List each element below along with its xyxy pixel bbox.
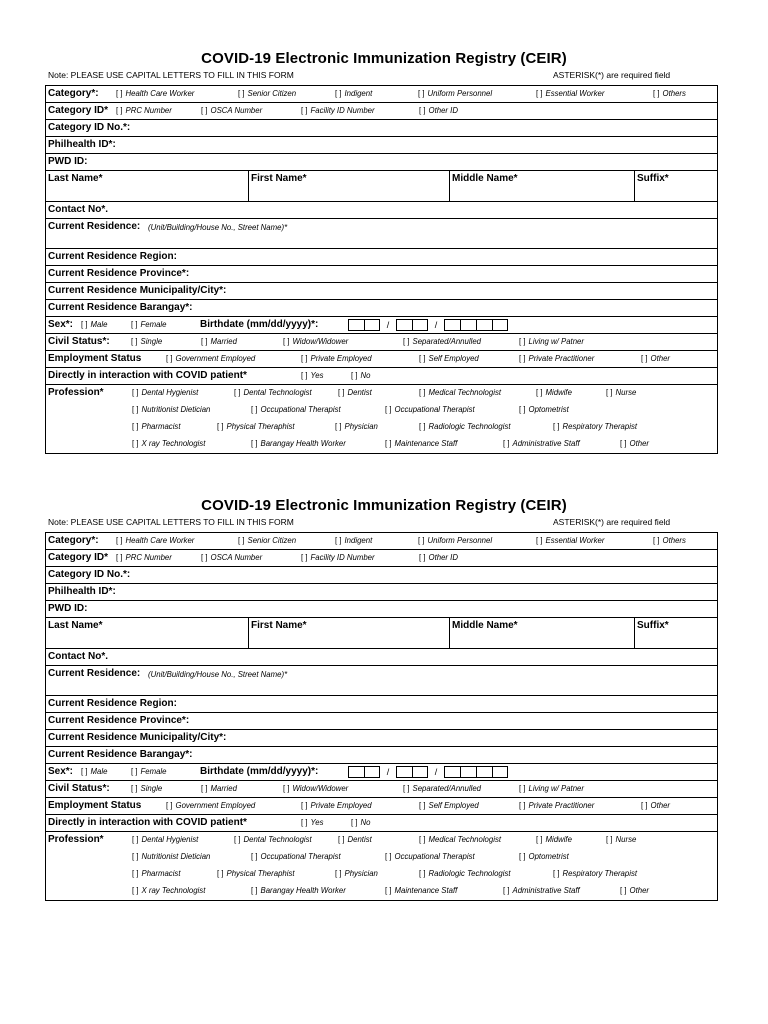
profession-option[interactable]: [ ] Optometrist (519, 405, 569, 414)
category-option-senior-citizen[interactable]: [ ] Senior Citizen (238, 536, 297, 545)
category-id-option-facility[interactable]: [ ] Facility ID Number (301, 553, 375, 562)
residence-region-field[interactable] (46, 696, 717, 713)
sex-label: Sex*: (48, 319, 74, 330)
category-option-health-care-worker[interactable]: [ ] Health Care Worker (116, 89, 195, 98)
category-option-indigent[interactable]: [ ] Indigent (335, 89, 373, 98)
registry-table (45, 532, 718, 901)
category-id-no-field[interactable] (46, 567, 717, 584)
employment-option-other[interactable]: [ ] Other (641, 801, 670, 810)
residence-city-field[interactable] (46, 283, 717, 300)
suffix-label: Suffix* (637, 173, 669, 184)
current-residence-hint: (Unit/Building/House No., Street Name)* (148, 223, 288, 232)
form-title: COVID-19 Electronic Immunization Registry (CEIR) (201, 50, 567, 67)
required-field-note: ASTERISK(*) are required field (553, 70, 671, 80)
first-name-field[interactable] (248, 171, 449, 201)
profession-option[interactable]: [ ] Occupational Therapist (385, 405, 475, 414)
profession-option[interactable]: [ ] Maintenance Staff (385, 439, 458, 448)
civil-status-label: Civil Status*: (48, 336, 110, 347)
category-option-others[interactable]: [ ] Others (653, 536, 686, 545)
birthdate-month-digit-2[interactable] (364, 319, 380, 331)
civil-status-row (46, 334, 717, 351)
category-option-senior-citizen[interactable]: [ ] Senior Citizen (238, 89, 297, 98)
profession-option[interactable]: [ ] Nutritionist Dietician (132, 852, 211, 861)
capital-letters-note: Note: PLEASE USE CAPITAL LETTERS TO FILL IN THIS FORM (48, 517, 294, 527)
civil-status-option-living-with-partner[interactable]: [ ] Living w/ Patner (519, 784, 584, 793)
last-name-label: Last Name* (48, 620, 103, 631)
birthdate-month-digit-1[interactable] (348, 319, 364, 331)
sex-option-female[interactable]: [ ] Female (131, 320, 167, 329)
birthdate-year-digit-1[interactable] (444, 766, 460, 778)
date-separator: / (434, 320, 438, 330)
date-separator: / (386, 767, 390, 777)
residence-region-field[interactable] (46, 249, 717, 266)
profession-option[interactable]: [ ] Occupational Therapist (251, 852, 341, 861)
residence-city-field[interactable] (46, 730, 717, 747)
middle-name-field[interactable] (449, 171, 634, 201)
birthdate-input[interactable] (348, 319, 508, 331)
category-id-option-facility[interactable]: [ ] Facility ID Number (301, 106, 375, 115)
category-id-no-label: Category ID No.*: (48, 569, 131, 580)
birthdate-year-digit-2[interactable] (460, 319, 476, 331)
profession-option[interactable]: [ ] Dental Hygienist (132, 388, 199, 397)
sex-label: Sex*: (48, 766, 74, 777)
profession-option[interactable]: [ ] Dental Hygienist (132, 835, 199, 844)
birthdate-day-digit-2[interactable] (412, 766, 428, 778)
profession-option[interactable]: [ ] Medical Technologist (419, 388, 502, 397)
employment-option-self[interactable]: [ ] Self Employed (419, 801, 479, 810)
current-residence-label: Current Residence: (48, 221, 141, 232)
category-id-option-osca[interactable]: [ ] OSCA Number (201, 106, 263, 115)
category-id-label: Category ID* (48, 552, 109, 563)
covid-interaction-option-yes[interactable]: [ ] Yes (301, 371, 324, 380)
profession-option[interactable]: [ ] Barangay Health Worker (251, 886, 346, 895)
profession-options-row-1 (46, 832, 717, 849)
profession-options-row-3 (46, 866, 717, 883)
category-id-option-prc[interactable]: [ ] PRC Number (116, 553, 172, 562)
profession-row (46, 832, 717, 900)
contact-no-label: Contact No*. (48, 204, 108, 215)
last-name-field[interactable] (46, 171, 248, 201)
birthdate-label: Birthdate (mm/dd/yyyy)*: (200, 319, 319, 330)
sex-option-female[interactable]: [ ] Female (131, 767, 167, 776)
name-row (46, 171, 717, 202)
contact-no-field[interactable] (46, 649, 717, 666)
middle-name-label: Middle Name* (452, 620, 518, 631)
profession-option[interactable]: [ ] Dentist (338, 835, 372, 844)
last-name-field[interactable] (46, 618, 248, 648)
covid-interaction-row (46, 368, 717, 385)
category-option-health-care-worker[interactable]: [ ] Health Care Worker (116, 536, 195, 545)
residence-barangay-field[interactable] (46, 300, 717, 317)
profession-option[interactable]: [ ] Medical Technologist (419, 835, 502, 844)
pwd-id-field[interactable] (46, 601, 717, 618)
first-name-label: First Name* (251, 173, 307, 184)
profession-option[interactable]: [ ] Nurse (606, 835, 637, 844)
category-option-others[interactable]: [ ] Others (653, 89, 686, 98)
category-label: Category*: (48, 535, 99, 546)
sex-option-male[interactable]: [ ] Male (81, 767, 108, 776)
covid-interaction-label: Directly in interaction with COVID patient* (48, 817, 247, 828)
date-separator: / (386, 320, 390, 330)
category-label: Category*: (48, 88, 99, 99)
civil-status-row (46, 781, 717, 798)
birthdate-year-digit-2[interactable] (460, 766, 476, 778)
category-row (46, 533, 717, 550)
profession-option[interactable]: [ ] Administrative Staff (503, 886, 580, 895)
profession-option[interactable]: [ ] Other (620, 886, 649, 895)
profession-option[interactable]: [ ] Physician (335, 422, 378, 431)
last-name-label: Last Name* (48, 173, 103, 184)
date-separator: / (434, 767, 438, 777)
civil-status-option-single[interactable]: [ ] Single (131, 784, 163, 793)
civil-status-option-separated[interactable]: [ ] Separated/Annulled (403, 337, 481, 346)
required-field-note: ASTERISK(*) are required field (553, 517, 671, 527)
category-option-essential-worker[interactable]: [ ] Essential Worker (536, 89, 605, 98)
birthdate-day-digit-2[interactable] (412, 319, 428, 331)
birthdate-day-digit-1[interactable] (396, 766, 412, 778)
employment-status-row (46, 798, 717, 815)
profession-options-row-1 (46, 385, 717, 402)
current-residence-hint: (Unit/Building/House No., Street Name)* (148, 670, 288, 679)
profession-option[interactable]: [ ] Other (620, 439, 649, 448)
sex-birthdate-row (46, 317, 717, 334)
category-option-indigent[interactable]: [ ] Indigent (335, 536, 373, 545)
employment-option-other[interactable]: [ ] Other (641, 354, 670, 363)
birthdate-year-digit-3[interactable] (476, 766, 492, 778)
civil-status-option-widow[interactable]: [ ] Widow/Widower (283, 784, 349, 793)
philhealth-id-field[interactable] (46, 137, 717, 154)
category-id-row (46, 550, 717, 567)
civil-status-option-married[interactable]: [ ] Married (201, 784, 237, 793)
profession-option[interactable]: [ ] Respiratory Therapist (553, 869, 638, 878)
suffix-field[interactable] (634, 171, 717, 201)
profession-option[interactable]: [ ] Occupational Therapist (385, 852, 475, 861)
category-id-option-other[interactable]: [ ] Other ID (419, 553, 458, 562)
residence-barangay-label: Current Residence Barangay*: (48, 749, 193, 760)
residence-barangay-label: Current Residence Barangay*: (48, 302, 193, 313)
employment-option-government[interactable]: [ ] Government Employed (166, 354, 256, 363)
employment-status-label: Employment Status (48, 353, 142, 364)
civil-status-option-single[interactable]: [ ] Single (131, 337, 163, 346)
covid-interaction-option-no[interactable]: [ ] No (351, 371, 371, 380)
suffix-field[interactable] (634, 618, 717, 648)
civil-status-option-separated[interactable]: [ ] Separated/Annulled (403, 784, 481, 793)
profession-option[interactable]: [ ] Midwife (536, 835, 572, 844)
civil-status-option-widow[interactable]: [ ] Widow/Widower (283, 337, 349, 346)
birthdate-label: Birthdate (mm/dd/yyyy)*: (200, 766, 319, 777)
profession-row (46, 385, 717, 453)
profession-option[interactable]: [ ] Nutritionist Dietician (132, 405, 211, 414)
birthdate-month-digit-1[interactable] (348, 766, 364, 778)
residence-region-label: Current Residence Region: (48, 251, 177, 262)
profession-option[interactable]: [ ] Physical Theraphist (217, 869, 295, 878)
profession-options-row-4 (46, 436, 717, 453)
middle-name-field[interactable] (449, 618, 634, 648)
contact-no-field[interactable] (46, 202, 717, 219)
civil-status-option-married[interactable]: [ ] Married (201, 337, 237, 346)
residence-city-label: Current Residence Municipality/City*: (48, 732, 227, 743)
covid-interaction-row (46, 815, 717, 832)
covid-interaction-option-no[interactable]: [ ] No (351, 818, 371, 827)
profession-option[interactable]: [ ] Radiologic Technologist (419, 422, 511, 431)
name-row (46, 618, 717, 649)
contact-no-label: Contact No*. (48, 651, 108, 662)
profession-options-row-2 (46, 849, 717, 866)
profession-option[interactable]: [ ] X ray Technologist (132, 439, 206, 448)
residence-region-label: Current Residence Region: (48, 698, 177, 709)
pwd-id-label: PWD ID: (48, 156, 88, 167)
employment-status-row (46, 351, 717, 368)
category-option-uniform-personnel[interactable]: [ ] Uniform Personnel (418, 89, 493, 98)
category-id-option-osca[interactable]: [ ] OSCA Number (201, 553, 263, 562)
category-id-row (46, 103, 717, 120)
birthdate-year-digit-4[interactable] (492, 766, 508, 778)
profession-option[interactable]: [ ] Radiologic Technologist (419, 869, 511, 878)
birthdate-day-digit-1[interactable] (396, 319, 412, 331)
profession-options-row-2 (46, 402, 717, 419)
covid-interaction-option-yes[interactable]: [ ] Yes (301, 818, 324, 827)
profession-label: Profession* (48, 834, 104, 845)
profession-option[interactable]: [ ] X ray Technologist (132, 886, 206, 895)
employment-option-private[interactable]: [ ] Private Employed (301, 801, 372, 810)
profession-option[interactable]: [ ] Dental Technologist (234, 835, 312, 844)
capital-letters-note: Note: PLEASE USE CAPITAL LETTERS TO FILL IN THIS FORM (48, 70, 294, 80)
profession-option[interactable]: [ ] Pharmacist (132, 422, 181, 431)
profession-option[interactable]: [ ] Maintenance Staff (385, 886, 458, 895)
profession-label: Profession* (48, 387, 104, 398)
profession-option[interactable]: [ ] Pharmacist (132, 869, 181, 878)
profession-option[interactable]: [ ] Physical Theraphist (217, 422, 295, 431)
residence-province-field[interactable] (46, 266, 717, 283)
profession-option[interactable]: [ ] Optometrist (519, 852, 569, 861)
profession-option[interactable]: [ ] Midwife (536, 388, 572, 397)
residence-barangay-field[interactable] (46, 747, 717, 764)
middle-name-label: Middle Name* (452, 173, 518, 184)
registry-table (45, 85, 718, 454)
profession-option[interactable]: [ ] Respiratory Therapist (553, 422, 638, 431)
philhealth-id-field[interactable] (46, 584, 717, 601)
residence-province-label: Current Residence Province*: (48, 268, 190, 279)
residence-province-field[interactable] (46, 713, 717, 730)
employment-option-private[interactable]: [ ] Private Employed (301, 354, 372, 363)
profession-option[interactable]: [ ] Physician (335, 869, 378, 878)
civil-status-option-living-with-partner[interactable]: [ ] Living w/ Patner (519, 337, 584, 346)
philhealth-id-label: Philhealth ID*: (48, 139, 116, 150)
pwd-id-field[interactable] (46, 154, 717, 171)
pwd-id-label: PWD ID: (48, 603, 88, 614)
first-name-field[interactable] (248, 618, 449, 648)
employment-option-self[interactable]: [ ] Self Employed (419, 354, 479, 363)
employment-option-private-practitioner[interactable]: [ ] Private Practitioner (519, 801, 595, 810)
sex-option-male[interactable]: [ ] Male (81, 320, 108, 329)
registry-form-2 (0, 495, 768, 915)
category-id-option-prc[interactable]: [ ] PRC Number (116, 106, 172, 115)
category-id-label: Category ID* (48, 105, 109, 116)
birthdate-input[interactable] (348, 766, 508, 778)
category-option-essential-worker[interactable]: [ ] Essential Worker (536, 536, 605, 545)
profession-option[interactable]: [ ] Dental Technologist (234, 388, 312, 397)
profession-option[interactable]: [ ] Nurse (606, 388, 637, 397)
profession-option[interactable]: [ ] Administrative Staff (503, 439, 580, 448)
registry-form-1 (0, 48, 768, 468)
profession-option[interactable]: [ ] Dentist (338, 388, 372, 397)
residence-city-label: Current Residence Municipality/City*: (48, 285, 227, 296)
profession-option[interactable]: [ ] Barangay Health Worker (251, 439, 346, 448)
current-residence-field[interactable] (46, 666, 717, 696)
birthdate-year-digit-4[interactable] (492, 319, 508, 331)
civil-status-label: Civil Status*: (48, 783, 110, 794)
covid-interaction-label: Directly in interaction with COVID patient* (48, 370, 247, 381)
birthdate-year-digit-3[interactable] (476, 319, 492, 331)
philhealth-id-label: Philhealth ID*: (48, 586, 116, 597)
first-name-label: First Name* (251, 620, 307, 631)
category-id-no-field[interactable] (46, 120, 717, 137)
profession-options-row-4 (46, 883, 717, 900)
birthdate-month-digit-2[interactable] (364, 766, 380, 778)
category-id-option-other[interactable]: [ ] Other ID (419, 106, 458, 115)
employment-status-label: Employment Status (48, 800, 142, 811)
current-residence-label: Current Residence: (48, 668, 141, 679)
residence-province-label: Current Residence Province*: (48, 715, 190, 726)
form-title: COVID-19 Electronic Immunization Registry (CEIR) (201, 497, 567, 514)
sex-birthdate-row (46, 764, 717, 781)
category-row (46, 86, 717, 103)
employment-option-government[interactable]: [ ] Government Employed (166, 801, 256, 810)
category-option-uniform-personnel[interactable]: [ ] Uniform Personnel (418, 536, 493, 545)
category-id-no-label: Category ID No.*: (48, 122, 131, 133)
suffix-label: Suffix* (637, 620, 669, 631)
current-residence-field[interactable] (46, 219, 717, 249)
birthdate-year-digit-1[interactable] (444, 319, 460, 331)
profession-options-row-3 (46, 419, 717, 436)
profession-option[interactable]: [ ] Occupational Therapist (251, 405, 341, 414)
employment-option-private-practitioner[interactable]: [ ] Private Practitioner (519, 354, 595, 363)
